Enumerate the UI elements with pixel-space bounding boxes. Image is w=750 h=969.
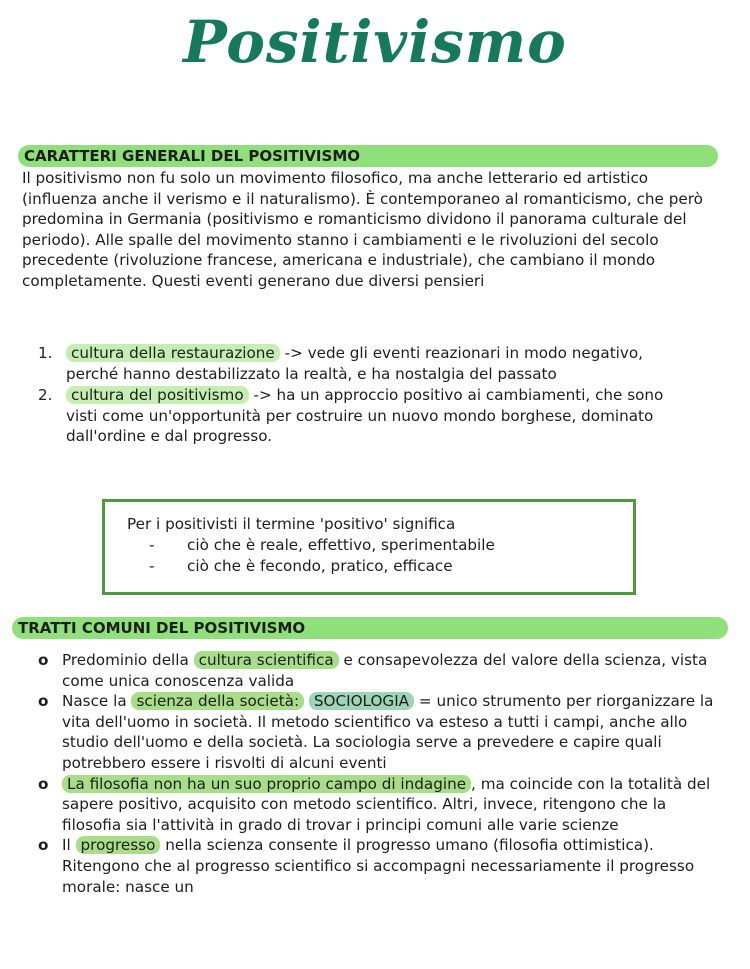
thoughts-list	[38, 343, 698, 447]
highlight-cultura-positivismo: cultura del positivismo	[66, 386, 249, 404]
highlight-cultura-scientifica: cultura scientifica	[194, 651, 339, 669]
list-item-text: -> ha un approccio positivo ai cambiamenti, che sono visti come un'opportunità per costruire un nuovo mondo borghese, dominato dall'ordine e dal progresso.	[66, 386, 664, 446]
section-heading-tratti-comuni: TRATTI COMUNI DEL POSITIVISMO	[12, 617, 728, 639]
bullet-marker: o	[38, 651, 49, 669]
traits-list	[38, 650, 718, 897]
bullet-text-after: = unico strumento per riorganizzare la vita dell'uomo in società. Il metodo scientifico va esteso a tutti i campi, anche allo studio dell'uomo e della società. La sociologia serve a prevedere e capire quali potrebbero essere i risvolti di alcuni eventi	[62, 692, 714, 772]
list-item	[38, 774, 718, 836]
dash-marker: -	[149, 536, 155, 554]
list-item	[38, 650, 718, 691]
list-item	[38, 385, 698, 447]
bullet-text-after: , ma coincide con la totalità del sapere positivo, acquisito con metodo scientifico. Altri, invece, ritengono che la filosofia sia l'attività in grado di trovar i principi comuni alle varie scienze	[62, 774, 711, 834]
list-item	[38, 835, 718, 897]
bullet-marker: o	[38, 774, 49, 793]
box-item-text: ciò che è fecondo, pratico, efficace	[187, 557, 453, 575]
highlight-scienza-societa: scienza della società:	[131, 692, 304, 710]
highlight-cultura-restaurazione: cultura della restaurazione	[66, 344, 280, 362]
box-lead: Per i positivisti il termine 'positivo' significa	[127, 515, 456, 533]
bullet-marker: o	[38, 836, 49, 855]
list-item	[38, 343, 698, 384]
list-number: 2.	[38, 386, 53, 405]
box-item-text: ciò che è reale, effettivo, sperimentabile	[187, 536, 495, 554]
highlight-filosofia: La filosofia non ha un suo proprio campo di indagine	[62, 775, 471, 793]
page-title: Positivismo	[183, 8, 567, 76]
bullet-text-after: e consapevolezza del valore della scienza, vista come unica conoscenza valida	[62, 651, 708, 690]
definition-box	[102, 499, 636, 595]
dash-marker: -	[149, 557, 155, 575]
list-item-text: -> vede gli eventi reazionari in modo negativo, perché hanno destabilizzato la realtà, e ha nostalgia del passato	[66, 344, 643, 383]
bullet-text-before: Il	[62, 836, 76, 855]
bullet-marker: o	[38, 692, 49, 711]
bullet-text-before: Nasce la	[62, 692, 132, 711]
bullet-text-before: Predominio della	[62, 651, 194, 669]
highlight-sociologia: SOCIOLOGIA	[309, 692, 414, 710]
list-item	[38, 691, 718, 773]
box-item	[127, 556, 615, 577]
bullet-text-after: nella scienza consente il progresso umano (filosofia ottimistica). Ritengono che al progresso scientifico si accompagni necessariamente il progresso morale: nasce un	[62, 836, 695, 896]
section-heading-caratteri-generali: CARATTERI GENERALI DEL POSITIVISMO	[18, 145, 718, 167]
intro-paragraph: Il positivismo non fu solo un movimento filosofico, ma anche letterario ed artistico (influenza anche il verismo e il naturalismo). È contemporaneo al romanticismo, che però predomina in Germania (positivismo e romanticismo dividono il panorama culturale del periodo). Alle spalle del movimento stanno i cambiamenti e le rivoluzioni del secolo precedente (rivoluzione francese, americana e industriale), che cambiano il mondo completamente. Questi eventi generano due diversi pensieri	[22, 169, 703, 290]
box-item	[127, 535, 615, 556]
highlight-progresso: progresso	[76, 836, 161, 854]
list-number: 1.	[38, 344, 53, 362]
